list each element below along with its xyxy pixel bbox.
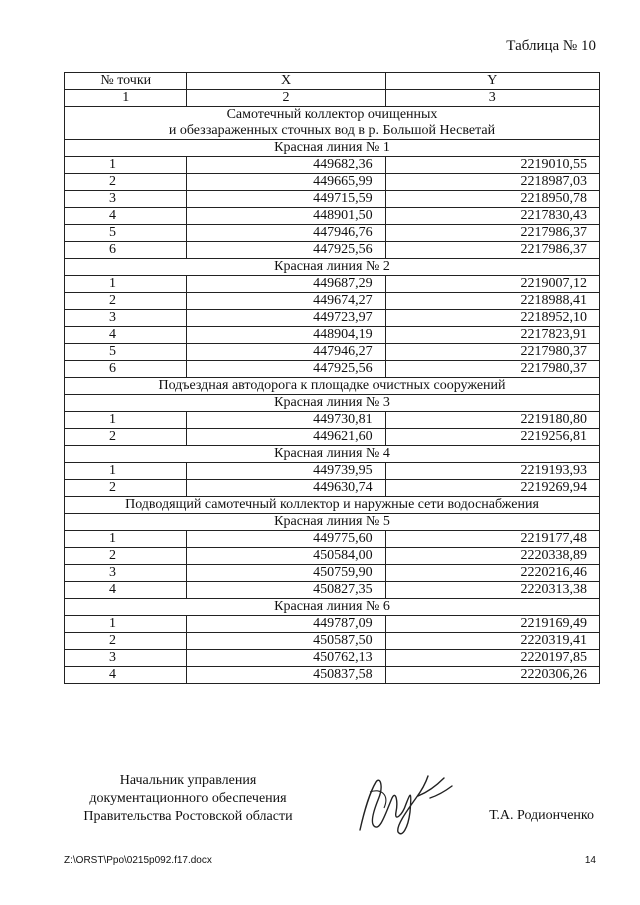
numbering-col2: 2 [187,90,385,107]
red-line-title: Красная линия № 1 [65,140,600,157]
x-coordinate-cell: 449682,36 [187,157,385,174]
table-row [65,412,600,429]
coordinates-table [64,72,600,684]
y-coordinate-cell: 2217830,43 [385,208,599,225]
y-coordinate-cell: 2219177,48 [385,531,599,548]
subsection-title-row [65,259,600,276]
table-row [65,667,600,684]
subsection-title-row [65,514,600,531]
y-coordinate-cell: 2219269,94 [385,480,599,497]
table-row [65,174,600,191]
y-coordinate-cell: 2217986,37 [385,242,599,259]
section-title-row [65,378,600,395]
red-line-title: Красная линия № 2 [65,259,600,276]
red-line-title: Красная линия № 5 [65,514,600,531]
table-row [65,531,600,548]
point-number-cell: 5 [65,344,187,361]
point-number-cell: 2 [65,480,187,497]
x-coordinate-cell: 447925,56 [187,242,385,259]
x-coordinate-cell: 449630,74 [187,480,385,497]
y-coordinate-cell: 2219010,55 [385,157,599,174]
table-row [65,463,600,480]
point-number-cell: 4 [65,208,187,225]
y-coordinate-cell: 2218988,41 [385,293,599,310]
point-number-cell: 4 [65,667,187,684]
file-path: Z:\ORST\Ppo\0215p092.f17.docx [64,855,212,866]
table-row [65,361,600,378]
numbering-col1: 1 [65,90,187,107]
x-coordinate-cell: 447925,56 [187,361,385,378]
section-title-row [65,497,600,514]
x-coordinate-cell: 449665,99 [187,174,385,191]
table-row [65,548,600,565]
y-coordinate-cell: 2220319,41 [385,633,599,650]
signatory-title [78,772,298,826]
y-coordinate-cell: 2220216,46 [385,565,599,582]
x-coordinate-cell: 448904,19 [187,327,385,344]
x-coordinate-cell: 449739,95 [187,463,385,480]
table-row [65,208,600,225]
table-caption: Таблица № 10 [506,38,596,54]
x-coordinate-cell: 448901,50 [187,208,385,225]
table-row [65,327,600,344]
y-coordinate-cell: 2219007,12 [385,276,599,293]
x-coordinate-cell: 449723,97 [187,310,385,327]
y-coordinate-cell: 2219193,93 [385,463,599,480]
x-coordinate-cell: 450587,50 [187,633,385,650]
x-coordinate-cell: 450762,13 [187,650,385,667]
y-coordinate-cell: 2219180,80 [385,412,599,429]
red-line-title: Красная линия № 4 [65,446,600,463]
subsection-title-row [65,140,600,157]
subsection-title-row [65,395,600,412]
table-row [65,429,600,446]
y-coordinate-cell: 2219169,49 [385,616,599,633]
red-line-title: Красная линия № 3 [65,395,600,412]
header-y: Y [385,73,599,90]
table-row [65,344,600,361]
table-row [65,225,600,242]
y-coordinate-cell: 2220338,89 [385,548,599,565]
point-number-cell: 1 [65,463,187,480]
point-number-cell: 2 [65,633,187,650]
y-coordinate-cell: 2220306,26 [385,667,599,684]
section-title-line: Подъездная автодорога к площадке очистных сооружений [158,378,506,393]
section-title-row [65,107,600,140]
point-number-cell: 6 [65,242,187,259]
point-number-cell: 1 [65,276,187,293]
section-title [65,497,600,514]
x-coordinate-cell: 450584,00 [187,548,385,565]
table-row [65,276,600,293]
section-title-line: и обеззараженных сточных вод в р. Большой Несветай [168,123,496,138]
section-title [65,107,600,140]
x-coordinate-cell: 449730,81 [187,412,385,429]
table-row [65,616,600,633]
y-coordinate-cell: 2217823,91 [385,327,599,344]
x-coordinate-cell: 450837,58 [187,667,385,684]
table-row [65,480,600,497]
table-row [65,565,600,582]
table-row [65,633,600,650]
signatory-title-line: Правительства Ростовской области [83,809,293,824]
header-x: X [187,73,385,90]
table-row [65,650,600,667]
x-coordinate-cell: 447946,27 [187,344,385,361]
y-coordinate-cell: 2218987,03 [385,174,599,191]
x-coordinate-cell: 450827,35 [187,582,385,599]
table-row [65,242,600,259]
section-title [65,378,600,395]
x-coordinate-cell: 449674,27 [187,293,385,310]
x-coordinate-cell: 449621,60 [187,429,385,446]
section-title-line: Подводящий самотечный коллектор и наружные сети водоснабжения [125,497,539,512]
header-point-number: № точки [65,73,187,90]
red-line-title: Красная линия № 6 [65,599,600,616]
point-number-cell: 3 [65,565,187,582]
handwritten-signature [340,752,460,852]
point-number-cell: 2 [65,429,187,446]
y-coordinate-cell: 2219256,81 [385,429,599,446]
point-number-cell: 1 [65,616,187,633]
point-number-cell: 2 [65,174,187,191]
table-row [65,310,600,327]
table-numbering-row [65,90,600,107]
point-number-cell: 1 [65,412,187,429]
section-title-line: Самотечный коллектор очищенных [226,107,438,122]
y-coordinate-cell: 2220313,38 [385,582,599,599]
point-number-cell: 3 [65,191,187,208]
signer-name: Т.А. Родионченко [489,808,594,823]
point-number-cell: 4 [65,582,187,599]
point-number-cell: 2 [65,548,187,565]
table-row [65,191,600,208]
y-coordinate-cell: 2217980,37 [385,344,599,361]
point-number-cell: 3 [65,310,187,327]
x-coordinate-cell: 449715,59 [187,191,385,208]
y-coordinate-cell: 2220197,85 [385,650,599,667]
y-coordinate-cell: 2218952,10 [385,310,599,327]
x-coordinate-cell: 447946,76 [187,225,385,242]
x-coordinate-cell: 450759,90 [187,565,385,582]
table-row [65,157,600,174]
point-number-cell: 4 [65,327,187,344]
signatory-title-line: документационного обеспечения [89,791,287,806]
table-row [65,293,600,310]
point-number-cell: 3 [65,650,187,667]
point-number-cell: 1 [65,157,187,174]
point-number-cell: 1 [65,531,187,548]
table-row [65,582,600,599]
table-header-row [65,73,600,90]
x-coordinate-cell: 449687,29 [187,276,385,293]
x-coordinate-cell: 449787,09 [187,616,385,633]
page-number: 14 [584,855,596,866]
point-number-cell: 6 [65,361,187,378]
point-number-cell: 2 [65,293,187,310]
subsection-title-row [65,599,600,616]
subsection-title-row [65,446,600,463]
y-coordinate-cell: 2217980,37 [385,361,599,378]
x-coordinate-cell: 449775,60 [187,531,385,548]
y-coordinate-cell: 2217986,37 [385,225,599,242]
point-number-cell: 5 [65,225,187,242]
y-coordinate-cell: 2218950,78 [385,191,599,208]
signatory-title-line: Начальник управления [119,773,257,788]
numbering-col3: 3 [385,90,599,107]
